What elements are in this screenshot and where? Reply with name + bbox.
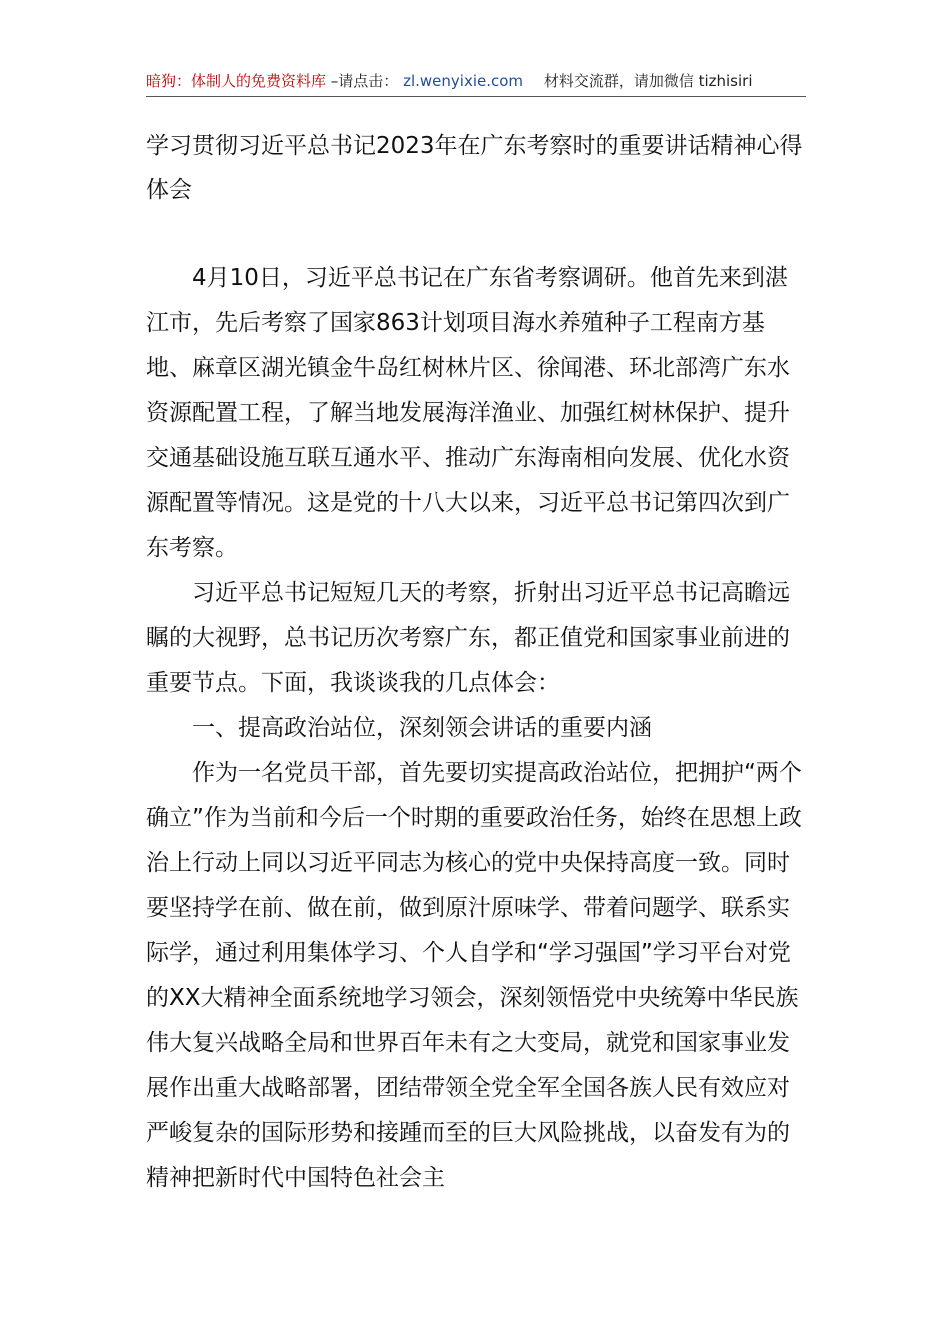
header-prompt: –请点击：: [330, 72, 399, 90]
document-body: [146, 256, 810, 1201]
section-heading: 一、提高政治站位，深刻领会讲话的重要内涵: [192, 715, 652, 741]
paragraph: 作为一名党员干部，首先要切实提高政治站位，把拥护“两个确立”作为当前和今后一个时期的重要政治任务，始终在思想上政治上行动上同以习近平同志为核心的党中央保持高度一致。同时要坚持学在前、做在前，做到原汁原味学、带着问题学、联系实际学，通过利用集体学习、个人自学和“学习强国”学习平台对党的XX大精神全面系统地学习领会，深刻领悟党中央统筹中华民族伟大复兴战略全局和世界百年未有之大变局，就党和国家事业发展作出重大战略部署，团结带领全党全军全国各族人民有效应对严峻复杂的国际形势和接踵而至的巨大风险挑战，以奋发有为的精神把新时代中国特色社会主: [146, 760, 802, 1191]
paragraph: 习近平总书记短短几天的考察，折射出习近平总书记高瞻远瞩的大视野，总书记历次考察广东，都正值党和国家事业前进的重要节点。下面，我谈谈我的几点体会：: [146, 580, 790, 696]
document-title: 学习贯彻习近平总书记2023年在广东考察时的重要讲话精神心得体会: [146, 133, 803, 203]
header-url-link[interactable]: zl.wenyixie.com: [403, 72, 524, 90]
paragraph: 4月10日，习近平总书记在广东省考察调研。他首先来到湛江市，先后考察了国家863计划项目海水养殖种子工程南方基地、麻章区湖光镇金牛岛红树林片区、徐闻港、环北部湾广东水资源配置工程，了解当地发展海洋渔业、加强红树林保护、提升交通基础设施互联互通水平、推动广东海南相向发展、优化水资源配置等情况。这是党的十八大以来，习近平总书记第四次到广东考察。: [146, 265, 790, 561]
header-brand: 暗狗：体制人的免费资料库: [146, 72, 327, 90]
header-contact: 材料交流群，请加微信 tizhisiri: [543, 72, 753, 90]
page-header: [146, 70, 806, 97]
